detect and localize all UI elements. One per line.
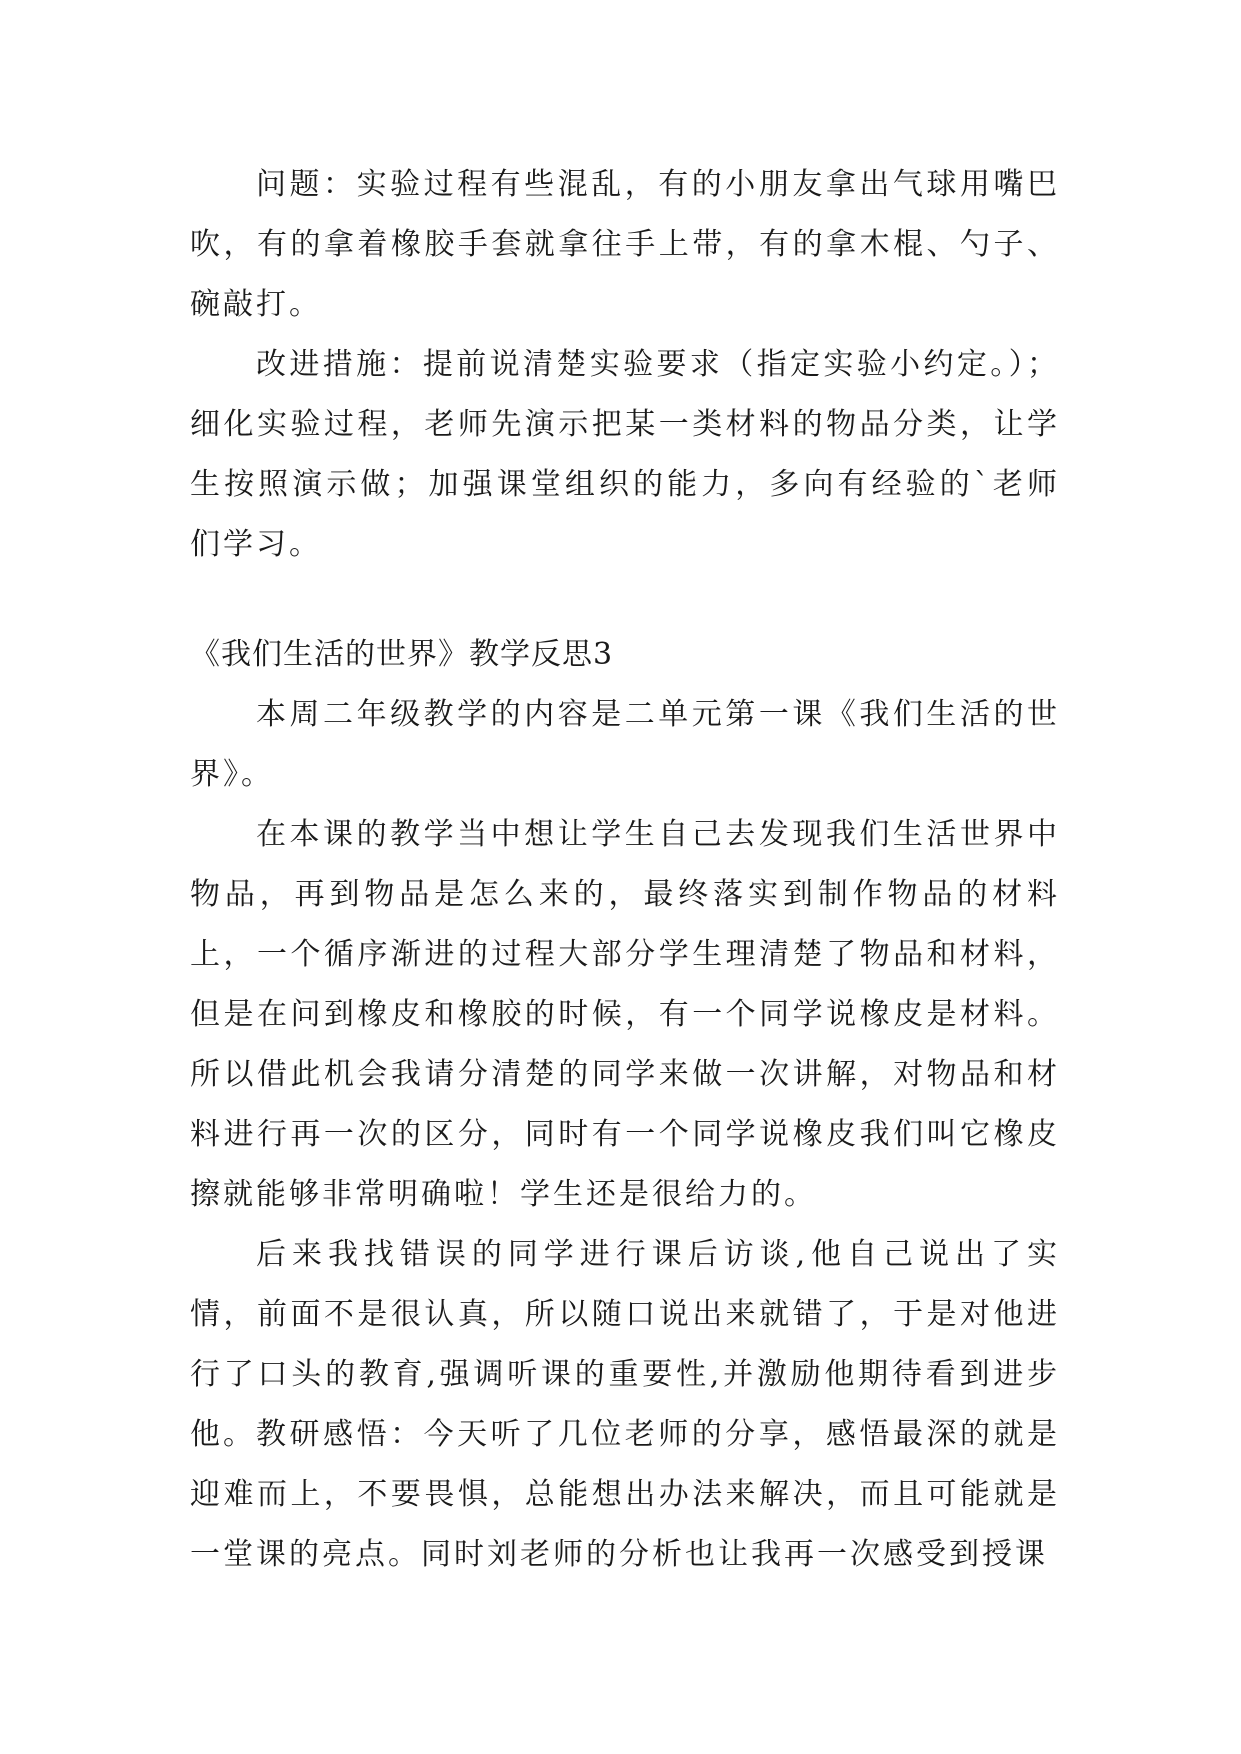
section-title: 《我们生活的世界》教学反思3 <box>190 637 614 672</box>
paragraph-problem: 问题：实验过程有些混乱，有的小朋友拿出气球用嘴巴吹，有的拿着橡胶手套就拿往手上带，有的拿木棍、勺子、碗敲打。 <box>190 167 1060 322</box>
paragraph-improvement: 改进措施：提前说清楚实验要求（指定实验小约定。）；细化实验过程，老师先演示把某一类材料的物品分类，让学生按照演示做；加强课堂组织的能力，多向有经验的`老师们学习。 <box>190 347 1060 562</box>
paragraph-interview: 后来我找错误的同学进行课后访谈,他自己说出了实情，前面不是很认真，所以随口说出来就错了，于是对他进行了口头的教育,强调听课的重要性,并激励他期待看到进步他。 <box>190 1237 1060 1452</box>
paragraph-reflection: 教研感悟：今天听了几位老师的分享，感悟最深的就是迎难而上，不要畏惧，总能想出办法来解决，而且可能就是一堂课的亮点。同时刘老师的分析也让我再一次感受到授课 <box>190 1417 1060 1572</box>
paragraph-intro: 本周二年级教学的内容是二单元第一课《我们生活的世界》。 <box>190 697 1060 792</box>
paragraph-teaching: 在本课的教学当中想让学生自己去发现我们生活世界中物品，再到物品是怎么来的，最终落实到制作物品的材料上，一个循序渐进的过程大部分学生理清楚了物品和材料，但是在问到橡皮和橡胶的时候，有一个同学说橡皮是材料。所以借此机会我请分清楚的同学来做一次讲解，对物品和材料进行再一次的区分，同时有一个同学说橡皮我们叫它橡皮擦就能够非常明确啦！学生还是很给力的。 <box>190 817 1060 1212</box>
